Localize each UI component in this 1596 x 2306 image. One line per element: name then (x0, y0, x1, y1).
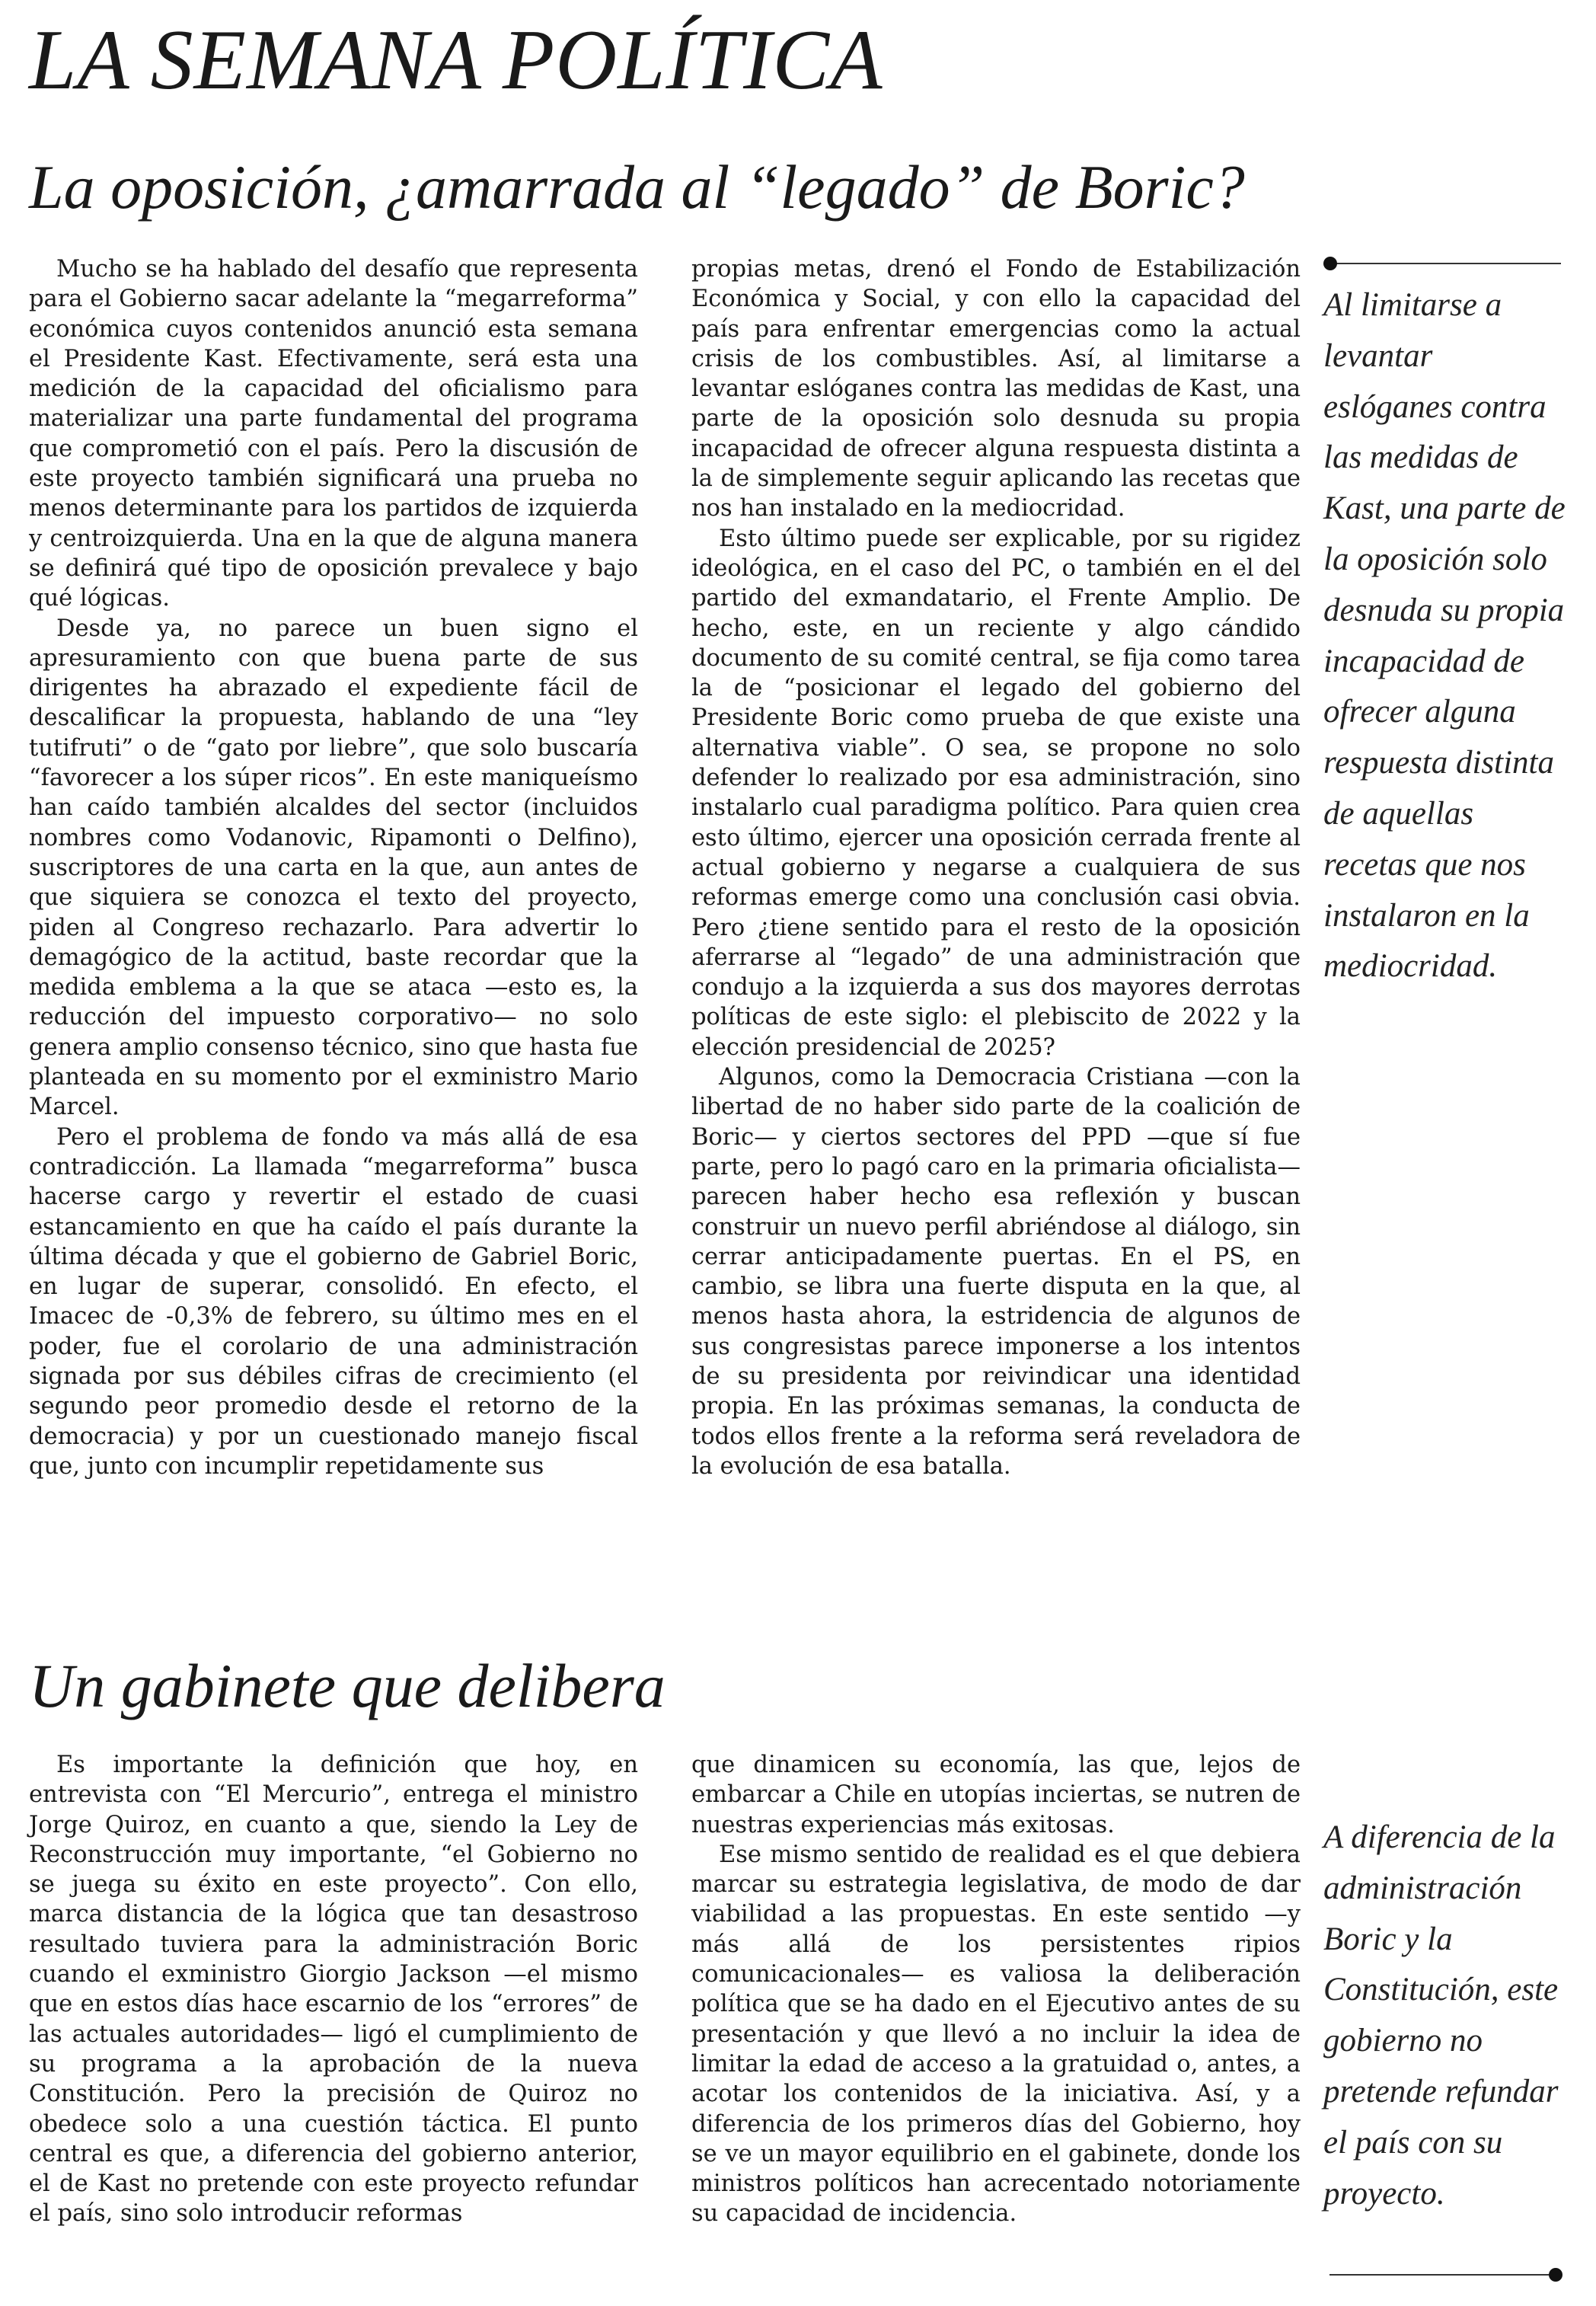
article-2-headline: Un gabinete que delibera (29, 1651, 666, 1720)
article-1-paragraph: Desde ya, no parece un buen signo el apresuramiento con que buena parte de sus dirigentes ha abrazado el expediente fácil de descalificar la propuesta, hablando de una “ley tutifruti” o de “gato por liebre”, que solo buscaría “favorecer a los súper ricos”. En este maniqueísmo han caído también alcaldes del sector (incluidos nombres como Vodanovic, Ripamonti o Delfino), suscriptores de una carta en la que, aun antes de que siquiera se conozca el texto del proyecto, piden al Congreso rechazarlo. Para advertir lo demagógico de la actitud, baste recordar que la medida emblema a la que se ataca —esto es, la reducción del impuesto corporativo— no solo genera amplio consenso técnico, sino que hasta fue planteada en su momento por el exministro Mario Marcel. (29, 615, 638, 1121)
article-1-headline: La oposición, ¿amarrada al “legado” de Boric? (29, 152, 1245, 222)
article-1-paragraph: propias metas, drenó el Fondo de Estabilización Económica y Social, y con ello la capacidad del país para enfrentar emergencias como la actual crisis de los combustibles. Así, al limitarse a levantar eslóganes contra las medidas de Kast, una parte de la oposición solo desnuda su propia incapacidad de ofrecer alguna respuesta distinta a la de simplemente seguir aplicando las recetas que nos han instalado en la mediocridad. (691, 256, 1301, 522)
pullquote-2-rule (1329, 2274, 1555, 2276)
article-1-column-1 (29, 254, 638, 1481)
article-1-pullquote: Al limitarse a levantar eslóganes contra las medidas de Kast, una parte de la oposición solo desnuda su propia incapacidad de ofrecer alguna respuesta distinta de aquellas recetas que nos instalaron en la mediocridad. (1323, 287, 1566, 985)
pullquote-2-bullet (1549, 2268, 1562, 2282)
section-title: LA SEMANA POLÍTICA (29, 13, 883, 107)
article-1-paragraph: Mucho se ha hablado del desafío que representa para el Gobierno sacar adelante la “megarreforma” económica cuyos contenidos anunció esta semana el Presidente Kast. Efectivamente, será esta una medición de la capacidad del oficialismo para materializar una parte fundamental del programa que comprometió con el país. Pero la discusión de este proyecto también significará una prueba no menos determinante para los partidos de izquierda y centroizquierda. Una en la que de alguna manera se definirá qué tipo de oposición prevalece y bajo qué lógicas. (29, 256, 638, 612)
article-2-paragraph: Ese mismo sentido de realidad es el que debiera marcar su estrategia legislativa, de modo de dar viabilidad a las propuestas. En este sentido —y más allá de los persistentes ripios comunicacionales— es valiosa la deliberación política que se ha dado en el Ejecutivo antes de su presentación y que llevó a no incluir la idea de limitar la edad de acceso a la gratuidad o, antes, a acotar los contenidos de la iniciativa. Así, y a diferencia de los primeros días del Gobierno, hoy se ve un mayor equilibrio en el gabinete, donde los ministros políticos han acrecentado notoriamente su capacidad de incidencia. (691, 1841, 1301, 2228)
article-2-paragraph: que dinamicen su economía, las que, lejos de embarcar a Chile en utopías inciertas, se nutren de nuestras experiencias más exitosas. (691, 1752, 1301, 1838)
article-1-paragraph: Algunos, como la Democracia Cristiana —con la libertad de no haber sido parte de la coalición de Boric— y ciertos sectores del PPD —que sí fue parte, pero lo pagó caro en la primaria oficialista— parecen haber hecho esa reflexión y buscan construir un nuevo perfil abriéndose al diálogo, sin cerrar anticipadamente puertas. En el PS, en cambio, se libra una fuerte disputa en la que, al menos hasta ahora, la estridencia de algunos de sus congresistas parece imponerse a los intentos de su presidenta por reivindicar una identidad propia. En las próximas semanas, la conducta de todos ellos frente a la reforma será reveladora de la evolución de esa batalla. (691, 1064, 1301, 1480)
article-2-column-1 (29, 1750, 638, 2229)
article-1-column-2 (691, 254, 1301, 1481)
article-2-pullquote: A diferencia de la administración Boric y la Constitución, este gobierno no pretende refundar el país con su proyecto. (1323, 1819, 1559, 2212)
pullquote-1-bullet (1323, 257, 1337, 270)
article-1-paragraph: Esto último puede ser explicable, por su rigidez ideológica, en el caso del PC, o también en el del partido del exmandatario, el Frente Amplio. De hecho, este, en un reciente y algo cándido documento de su comité central, se fija como tarea la de “posicionar el legado del gobierno del Presidente Boric como prueba de que existe una alternativa viable”. O sea, se propone no solo defender lo realizado por esa administración, sino instalarlo cual paradigma político. Para quien crea esto último, ejercer una oposición cerrada frente al actual gobierno y negarse a cualquiera de sus reformas emerge como una conclusión casi obvia. Pero ¿tiene sentido para el resto de la oposición aferrarse al “legado” de una administración que condujo a la izquierda a sus dos mayores derrotas políticas de este siglo: el plebiscito de 2022 y la elección presidencial de 2025? (691, 525, 1301, 1061)
article-1-paragraph: Pero el problema de fondo va más allá de esa contradicción. La llamada “megarreforma” busca hacerse cargo y revertir el estado de cuasi estancamiento en que ha caído el país durante la última década y que el gobierno de Gabriel Boric, en lugar de superar, consolidó. En efecto, el Imacec de -0,3% de febrero, su último mes en el poder, fue el corolario de una administración signada por sus débiles cifras de crecimiento (el segundo peor promedio desde el retorno de la democracia) y por un cuestionado manejo fiscal que, junto con incumplir repetidamente sus (29, 1123, 638, 1480)
article-2-paragraph: Es importante la definición que hoy, en entrevista con “El Mercurio”, entrega el ministro Jorge Quiroz, en cuanto a que, siendo la Ley de Reconstrucción muy importante, “el Gobierno no se juega su éxito en este proyecto”. Con ello, marca distancia de la lógica que tan desastroso resultado tuviera para la administración Boric cuando el exministro Giorgio Jackson —el mismo que en estos días hace escarnio de los “errores” de las actuales autoridades— ligó el cumplimiento de su programa a la aprobación de la nueva Constitución. Pero la precisión de Quiroz no obedece solo a una cuestión táctica. El punto central es que, a diferencia del gobierno anterior, el de Kast no pretende con este proyecto refundar el país, sino solo introducir reformas (29, 1752, 638, 2228)
pullquote-1-rule (1329, 263, 1561, 264)
article-2-column-2 (691, 1750, 1301, 2229)
